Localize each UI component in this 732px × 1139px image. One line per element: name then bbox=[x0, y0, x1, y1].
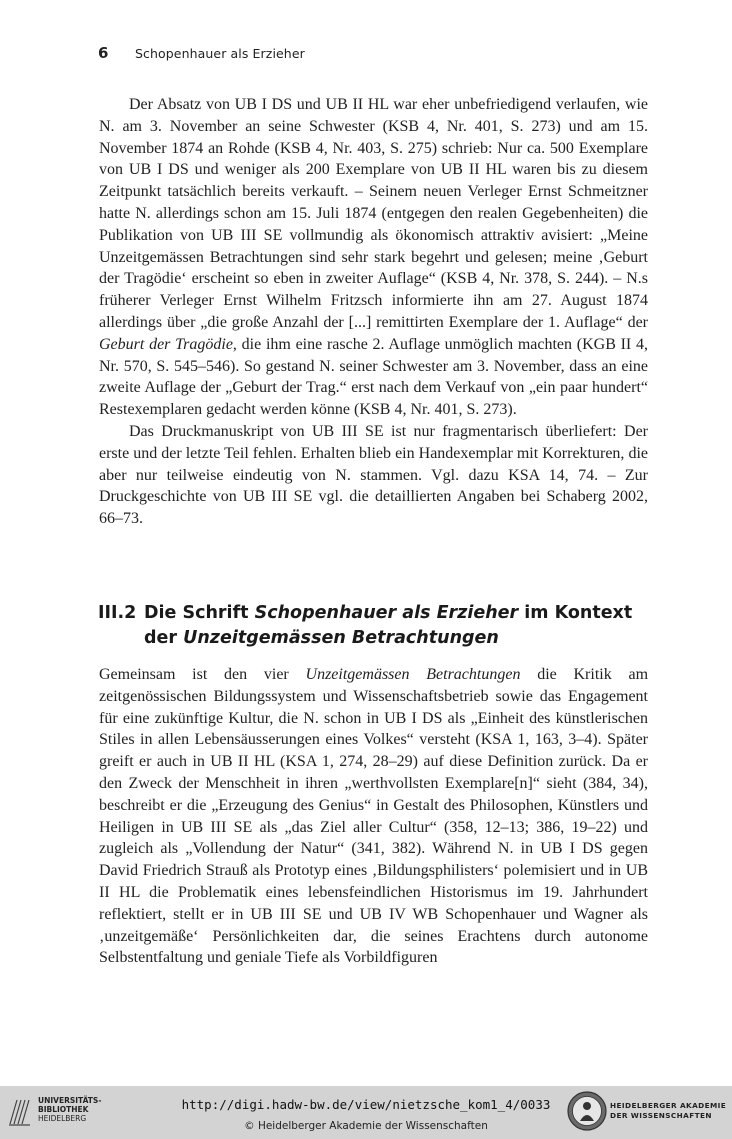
page-number: 6 bbox=[98, 44, 109, 62]
permalink-url[interactable]: http://digi.hadw-bw.de/view/nietzsche_kom1_4/0033 bbox=[181, 1097, 551, 1112]
academy-logo[interactable] bbox=[566, 1090, 732, 1134]
running-title: Schopenhauer als Erzieher bbox=[135, 46, 305, 61]
paragraph-manuscript: Das Druckmanuskript von UB III SE ist nur fragmentarisch überliefert: Der erste und der letzte Teil fehlen. Erhalten blieb ein Handexemplar mit Korrekturen, die aber nur teilweise eindeutig von N. stammen. Vgl. dazu KSA 14, 74. – Zur Druckgeschichte von UB III SE vgl. die detaillierten Angaben bei Schaberg 2002, 66–73. bbox=[99, 422, 648, 528]
library-name: UNIVERSITÄTS- BIBLIOTHEK HEIDELBERG bbox=[38, 1096, 102, 1123]
academy-name: HEIDELBERGER AKADEMIE DER WISSENSCHAFTEN bbox=[610, 1101, 727, 1120]
copyright-notice: © Heidelberger Akademie der Wissenschaften bbox=[244, 1120, 488, 1132]
section-heading-line2: der Unzeitgemässen Betrachtungen bbox=[144, 628, 499, 648]
paragraph-sales: Der Absatz von UB I DS und UB II HL war eher unbefriedigend verlaufen, wie N. am 3. November an seine Schwester (KSB 4, Nr. 401, S. 273) und am 15. November 1874 an Rohde (KSB 4, Nr. 403, S. 275) schrieb: Nur ca. 500 Exemplare von UB I DS und weniger als 200 Exemplare von UB II HL waren bis zu diesem Zeitpunkt tatsächlich bereits verkauft. – Seinem neuen Verleger Ernst Schmeitzner hatte N. allerdings schon am 15. Juli 1874 (entgegen den realen Gegebenheiten) die Publikation von UB III SE vollmundig als ökonomisch attraktiv avisiert: „Meine Unzeitgemässen Betrachtungen sind sehr stark begehrt und gelesen; meine ‚Geburt der Tragödie‘ erscheint so eben in zweiter Auflage“ (KSB 4, Nr. 378, S. 244). – N.s früherer Verleger Ernst Wilhelm Fritzsch informierte ihn am 27. August 1874 allerdings über „die große Anzahl der [...] remittirten Exemplare der 1. Auflage“ der Geburt der Tragödie, die ihm eine rasche 2. Auflage unmöglich machten (KGB II 4, Nr. 570, S. 545–546). So gestand N. seiner Schwester am 3. November, dass an eine zweite Auflage der „Geburt der Trag.“ erst nach dem Verkauf von „ein paar hundert“ Restexemplaren gedacht werden könne (KSB 4, Nr. 401, S. 273). bbox=[99, 96, 648, 419]
title-emphasis: Geburt der Tragödie bbox=[99, 335, 233, 353]
paragraph-context: Gemeinsam ist den vier Unzeitgemässen Betrachtungen die Kritik am zeitgenössischen Bildungssystem und Wissenschaftsbetrieb sowie das Engagement für eine zukünftige Kultur, die N. schon in UB I DS als „Einheit des künstlerischen Stiles in allen Lebensäusserungen eines Volkes“ versteht (KSA 1, 163, 3–4). Später greift er auch in UB II HL (KSA 1, 274, 28–29) auf diese Definition zurück. Da er den Zweck der Menschheit in ihren „werthvollsten Exemplare[n]“ sieht (384, 34), beschreibt er die „Erzeugung des Genius“ in Gestalt des Philosophen, Künstlers und Heiligen in UB III SE als „das Ziel aller Cultur“ (358, 12–13; 386, 19–22) und zugleich als „Vollendung der Natur“ (341, 382). Während N. in UB I DS gegen David Friedrich Strauß als Prototyp eines ‚Bildungsphilisters‘ polemisiert und in UB II HL die Problematik eines lebensfeindlichen Historismus im 19. Jahrhundert reflektiert, stellt er in UB III SE und UB IV WB Schopenhauer und Wagner als ‚unzeitgemäße‘ Persönlichkeiten dar, die seines Erachtens durch autonome Selbstentfaltung und geniale Tiefe als Vorbildfiguren bbox=[99, 666, 649, 967]
academy-seal-icon bbox=[566, 1090, 608, 1132]
section-heading-line1: III.2 Die Schrift Schopenhauer als Erzieher im Kontext bbox=[98, 601, 658, 626]
title-emphasis: Unzeitgemässen Betrachtungen bbox=[305, 666, 521, 683]
commentary-paragraphs bbox=[99, 94, 648, 530]
page-header bbox=[98, 44, 305, 62]
section-heading bbox=[98, 601, 658, 651]
section-body bbox=[99, 664, 648, 969]
section-number: III.2 bbox=[98, 603, 137, 623]
